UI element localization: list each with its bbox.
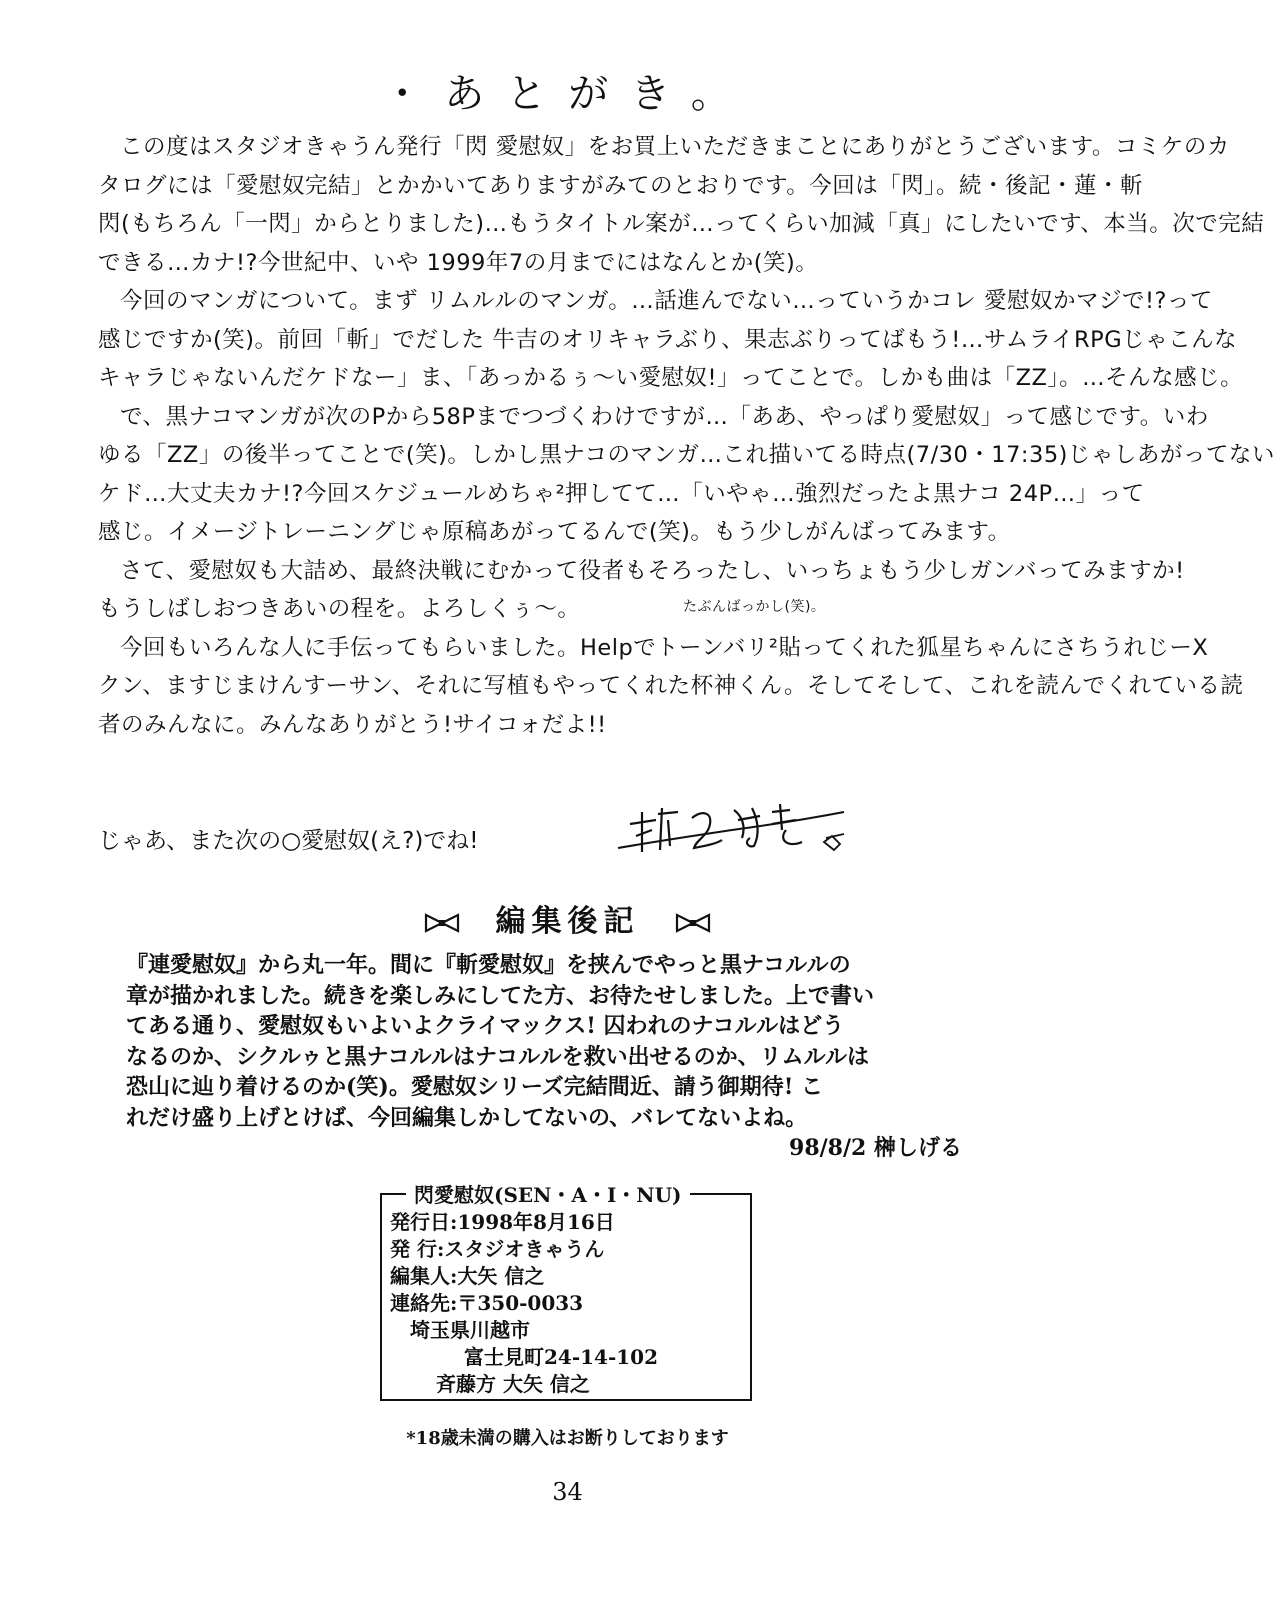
- age-restriction-notice: *18歳未満の購入はお断りしております: [406, 1428, 729, 1449]
- editorial-signature: 98/8/2 榊しげる: [789, 1135, 962, 1161]
- afterword-line: もうしばしおつきあいの程を。よろしくぅ〜。: [98, 596, 581, 622]
- editorial-body: [126, 950, 1026, 1164]
- afterword-body: [98, 128, 1275, 744]
- contact: 連絡先:〒350-0033: [390, 1291, 584, 1315]
- afterword-line: ゆる「ZZ」の後半ってことで(笑)。しかし黒ナコのマンガ…これ描いてる時点(7/30・17:35)じゃしあがってない: [98, 442, 1275, 468]
- colophon-box: [380, 1183, 752, 1401]
- issue-date: 発行日:1998年8月16日: [390, 1210, 615, 1234]
- page-number: 34: [552, 1478, 583, 1506]
- ribbon-icon: [674, 912, 712, 934]
- editorial-line: 恐山に辿り着けるのか(笑)。愛慰奴シリーズ完結間近、請う御期待! こ: [126, 1074, 824, 1100]
- publisher: 発 行:スタジオきゃうん: [390, 1237, 605, 1261]
- afterword-line: さて、愛慰奴も大詰め、最終決戦にむかって役者もそろったし、いっちょもう少しガンバってみますか!: [120, 557, 1185, 584]
- afterword-line: 感じですか(笑)。前回「斬」でだした 牛吉のオリキャラぶり、果志ぶりってばもう!…サムライRPGじゃこんな: [98, 326, 1238, 353]
- afterword-line: ケド…大丈夫カナ!?今回スケジュールめちゃ²押してて…「いやゃ…強烈だったよ黒ナコ 24P…」って: [98, 480, 1145, 507]
- editorial-heading: [0, 896, 1135, 940]
- afterword-line: クン、ますじまけんすーサン、それに写植もやってくれた杯神くん。そしてそして、これを読んでくれている読: [98, 673, 1244, 699]
- editorial-line: てある通り、愛慰奴もいよいよクライマックス! 囚われのナコルルはどう: [126, 1013, 845, 1039]
- editorial-line: なるのか、シクルゥと黒ナコルルはナコルルを救い出せるのか、リムルルは: [126, 1043, 870, 1070]
- afterword-line: タログには「愛慰奴完結」とかかいてありますがみてのとおりです。今回は「閃」。続・後記・蓮・斬: [98, 172, 1143, 199]
- afterword-line: できる…カナ!?今世紀中、いや 1999年7の月までにはなんとか(笑)。: [98, 249, 819, 276]
- afterword-line: 者のみんなに。みんなありがとう!サイコォだよ!!: [98, 711, 607, 738]
- afterword-line: キャラじゃないんだケドなー」ま、「あっかるぅ〜い愛慰奴!」ってことで。しかも曲は「ZZ」。…そんな感じ。: [98, 365, 1244, 391]
- side-note: たぶんばっかし(笑)。: [683, 599, 826, 615]
- colophon-title: 閃愛慰奴(SEN・A・I・NU): [406, 1179, 690, 1208]
- afterword-line: 閃(もちろん「一閃」からとりました)…もうタイトル案が…ってくらい加減「真」にしたいです、本当。次で完結: [98, 211, 1265, 237]
- afterword-title: ・あとがき。: [382, 71, 753, 117]
- editorial-line: れだけ盛り上げとけば、今回編集しかしてないの、バレてないよね。: [126, 1104, 808, 1131]
- colophon-body: [390, 1209, 746, 1398]
- address-line: 富士見町24-14-102: [464, 1345, 659, 1369]
- afterword-line: この度はスタジオきゃうん発行「閃 愛慰奴」をお買上いただきまことにありがとうございます。コミケのカ: [120, 134, 1230, 160]
- address-line: 斉藤方 大矢 信之: [436, 1372, 590, 1396]
- afterword-line-with-note: [98, 590, 1058, 629]
- afterword-line: 感じ。イメージトレーニングじゃ原稿あがってるんで(笑)。もう少しがんばってみます。: [98, 519, 1011, 545]
- editorial-line: 『連愛慰奴』から丸一年。間に『斬愛慰奴』を挟んでやっと黒ナコルルの: [126, 952, 851, 978]
- afterword-closing: じゃあ、また次の○愛慰奴(え?)でね!: [98, 828, 479, 854]
- address-line: 埼玉県川越市: [410, 1318, 530, 1342]
- handwritten-signature: [612, 790, 862, 870]
- afterword-line: 今回もいろんな人に手伝ってもらいました。Helpでトーンバリ²貼ってくれた狐星ちゃんにさちうれじーX: [120, 634, 1209, 661]
- afterword-line: 今回のマンガについて。まず リムルルのマンガ。…話進んでない…っていうかコレ 愛慰奴かマジで!?って: [120, 288, 1213, 314]
- editorial-line: 章が描かれました。続きを楽しみにしてた方、お待たせしました。上で書い: [126, 982, 875, 1009]
- afterword-line: で、黒ナコマンガが次のPから58Pまでつづくわけですが…「ああ、やっぱり愛慰奴」って感じです。いわ: [120, 403, 1209, 430]
- editorial-title: 編集後記: [495, 904, 640, 939]
- editor: 編集人:大矢 信之: [390, 1264, 545, 1288]
- ribbon-icon: [423, 912, 461, 934]
